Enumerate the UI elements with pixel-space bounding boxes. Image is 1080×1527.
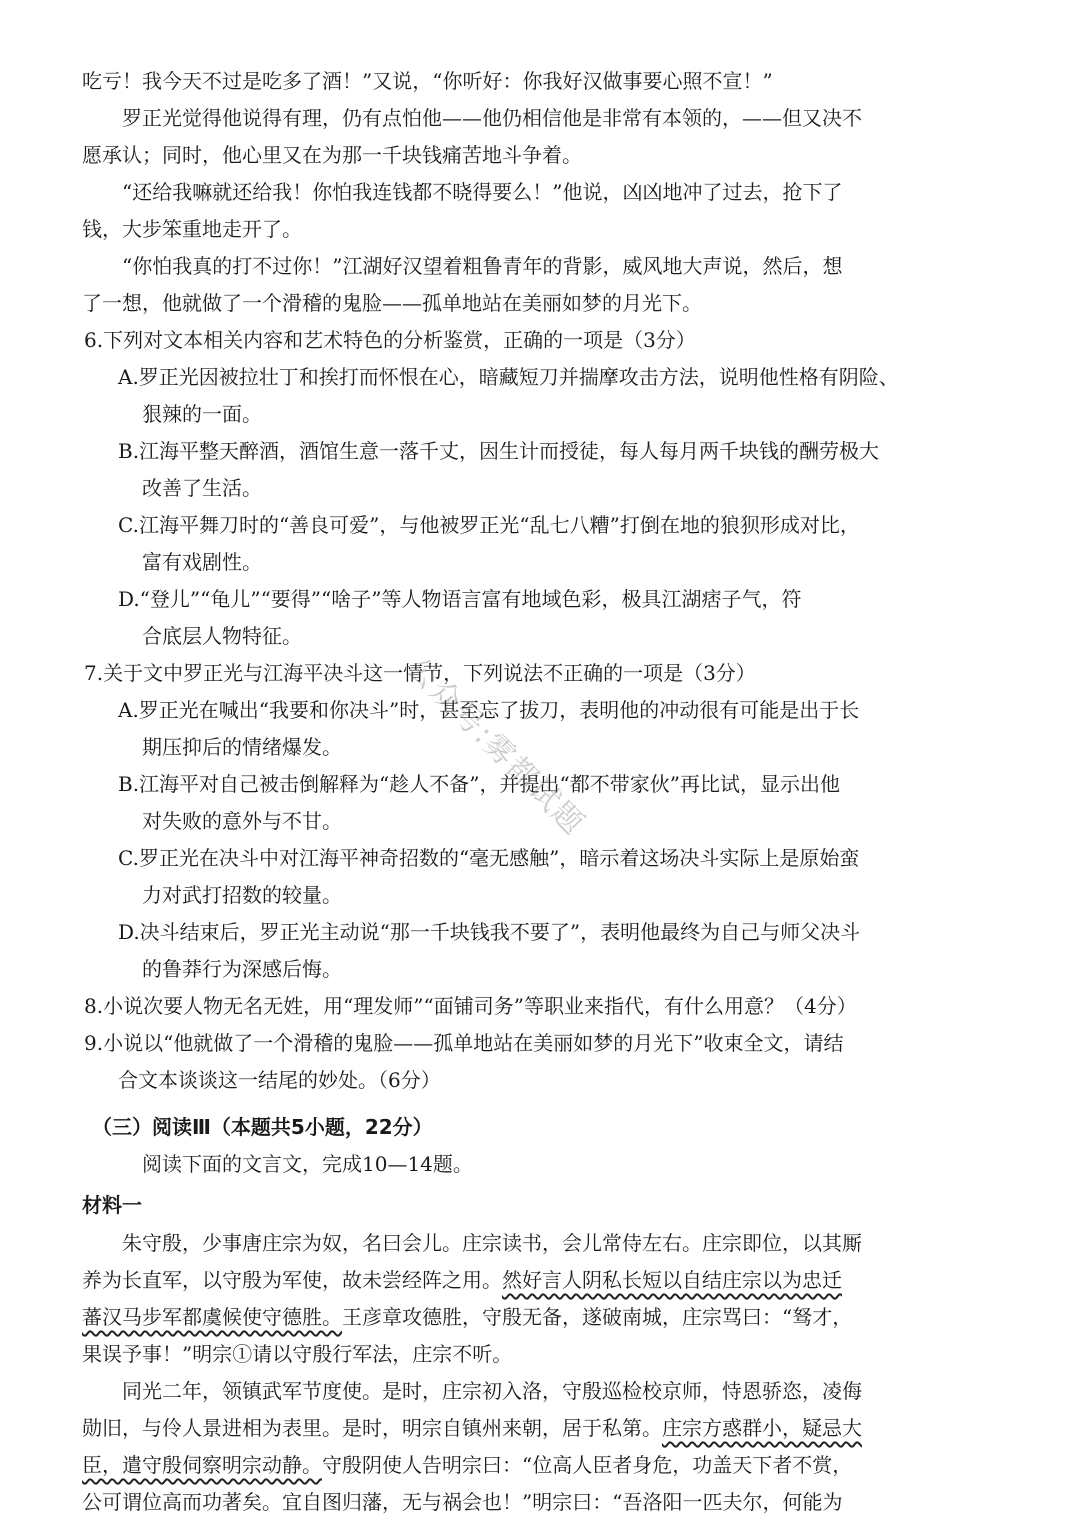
underlined-sentence: 臣，遣守殷伺察明宗动静。	[82, 1453, 322, 1477]
section-instruction: 阅读下面的文言文，完成10—14题。	[142, 1152, 473, 1176]
story-line: 罗正光觉得他说得有理，仍有点怕他——他仍相信他是非常有本领的，——但又决不	[122, 106, 862, 130]
option-a-cont: 期压抑后的情绪爆发。	[142, 735, 342, 759]
classical-line: 朱守殷，少事唐庄宗为奴，名曰会儿。庄宗读书，会儿常侍左右。庄宗即位，以其厮	[122, 1231, 862, 1255]
story-line: 吃亏！我今天不过是吃多了酒！”又说，“你听好：你我好汉做事要心照不宣！”	[82, 69, 773, 93]
classical-line: 公可谓位高而功著矣。宜自图归藩，无与祸会也！”明宗曰：“吾洛阳一匹夫尔，何能为	[82, 1490, 843, 1514]
option-b-cont: 改善了生活。	[142, 476, 262, 500]
option-a: A.罗正光因被拉壮丁和挨打而怀恨在心，暗藏短刀并揣摩攻击方法，说明他性格有阴险、	[118, 365, 899, 389]
story-line: 愿承认；同时，他心里又在为那一千块钱痛苦地斗争着。	[82, 143, 582, 167]
story-line: 了一想，他就做了一个滑稽的鬼脸——孤单地站在美丽如梦的月光下。	[82, 291, 702, 315]
option-b: B.江海平整天醉酒，酒馆生意一落千丈，因生计而授徒，每人每月两千块钱的酬劳极大	[118, 439, 880, 463]
underlined-sentence: 庄宗方惑群小，疑忌大	[662, 1416, 862, 1440]
classical-line: 勋旧，与伶人景进相为表里。是时，明宗自镇州来朝，居于私第。庄宗方惑群小，疑忌大	[82, 1416, 862, 1440]
watermark: 公众号:雾都试题	[399, 650, 592, 843]
classical-line: 果误予事！”明宗①请以守殷行军法，庄宗不听。	[82, 1342, 513, 1366]
option-c-cont: 力对武打招数的较量。	[142, 883, 342, 907]
option-d-cont: 合底层人物特征。	[142, 624, 302, 648]
option-d: D.“登儿”“龟儿”“要得”“啥子”等人物语言富有地域色彩，极具江湖痞子气，符	[118, 587, 802, 611]
story-line: “你怕我真的打不过你！”江湖好汉望着粗鲁青年的背影，威风地大声说，然后，想	[122, 254, 843, 278]
underlined-sentence: 蕃汉马步军都虞候使守德胜。	[82, 1305, 342, 1329]
question-6-stem: 6.下列对文本相关内容和艺术特色的分析鉴赏，正确的一项是（3分）	[84, 328, 696, 352]
material-title: 材料一	[82, 1193, 142, 1217]
section-heading: （三）阅读Ⅲ（本题共5小题，22分）	[92, 1115, 433, 1139]
option-c: C.江海平舞刀时的“善良可爱”，与他被罗正光“乱七八糟”打倒在地的狼狈形成对比，	[118, 513, 860, 537]
classical-line: 蕃汉马步军都虞候使守德胜。王彦章攻德胜，守殷无备，遂破南城，庄宗骂曰：“驽才，	[82, 1305, 853, 1329]
question-8-stem: 8.小说次要人物无名无姓，用“理发师”“面铺司务”等职业来指代，有什么用意？（4分）	[84, 994, 857, 1018]
option-c-cont: 富有戏剧性。	[142, 550, 262, 574]
option-b: B.江海平对自己被击倒解释为“趁人不备”，并提出“都不带家伙”再比试，显示出他	[118, 772, 840, 796]
classical-line: 臣，遣守殷伺察明宗动静。守殷阴使人告明宗曰：“位高人臣者身危，功盖天下者不赏，	[82, 1453, 853, 1477]
underlined-sentence: 然好言人阴私长短以自结庄宗以为忠迁	[502, 1268, 842, 1292]
classical-line: 养为长直军，以守殷为军使，故未尝经阵之用。然好言人阴私长短以自结庄宗以为忠迁	[82, 1268, 842, 1292]
question-9-stem: 9.小说以“他就做了一个滑稽的鬼脸——孤单地站在美丽如梦的月光下”收束全文，请结	[84, 1031, 844, 1055]
option-b-cont: 对失败的意外与不甘。	[142, 809, 342, 833]
question-9-cont: 合文本谈谈这一结尾的妙处。（6分）	[118, 1068, 441, 1092]
story-line: 钱，大步笨重地走开了。	[82, 217, 302, 241]
option-c: C.罗正光在决斗中对江海平神奇招数的“毫无感触”，暗示着这场决斗实际上是原始蛮	[118, 846, 860, 870]
option-a: A.罗正光在喊出“我要和你决斗”时，甚至忘了拔刀，表明他的冲动很有可能是出于长	[118, 698, 860, 722]
classical-line: 同光二年，领镇武军节度使。是时，庄宗初入洛，守殷巡检校京师，恃恩骄恣，凌侮	[122, 1379, 862, 1403]
option-d: D.决斗结束后，罗正光主动说“那一千块钱我不要了”，表明他最终为自己与师父决斗	[118, 920, 861, 944]
story-line: “还给我嘛就还给我！你怕我连钱都不晓得要么！”他说，凶凶地冲了过去，抢下了	[122, 180, 843, 204]
question-7-stem: 7.关于文中罗正光与江海平决斗这一情节，下列说法不正确的一项是（3分）	[84, 661, 756, 685]
option-a-cont: 狠辣的一面。	[142, 402, 262, 426]
option-d-cont: 的鲁莽行为深感后悔。	[142, 957, 342, 981]
